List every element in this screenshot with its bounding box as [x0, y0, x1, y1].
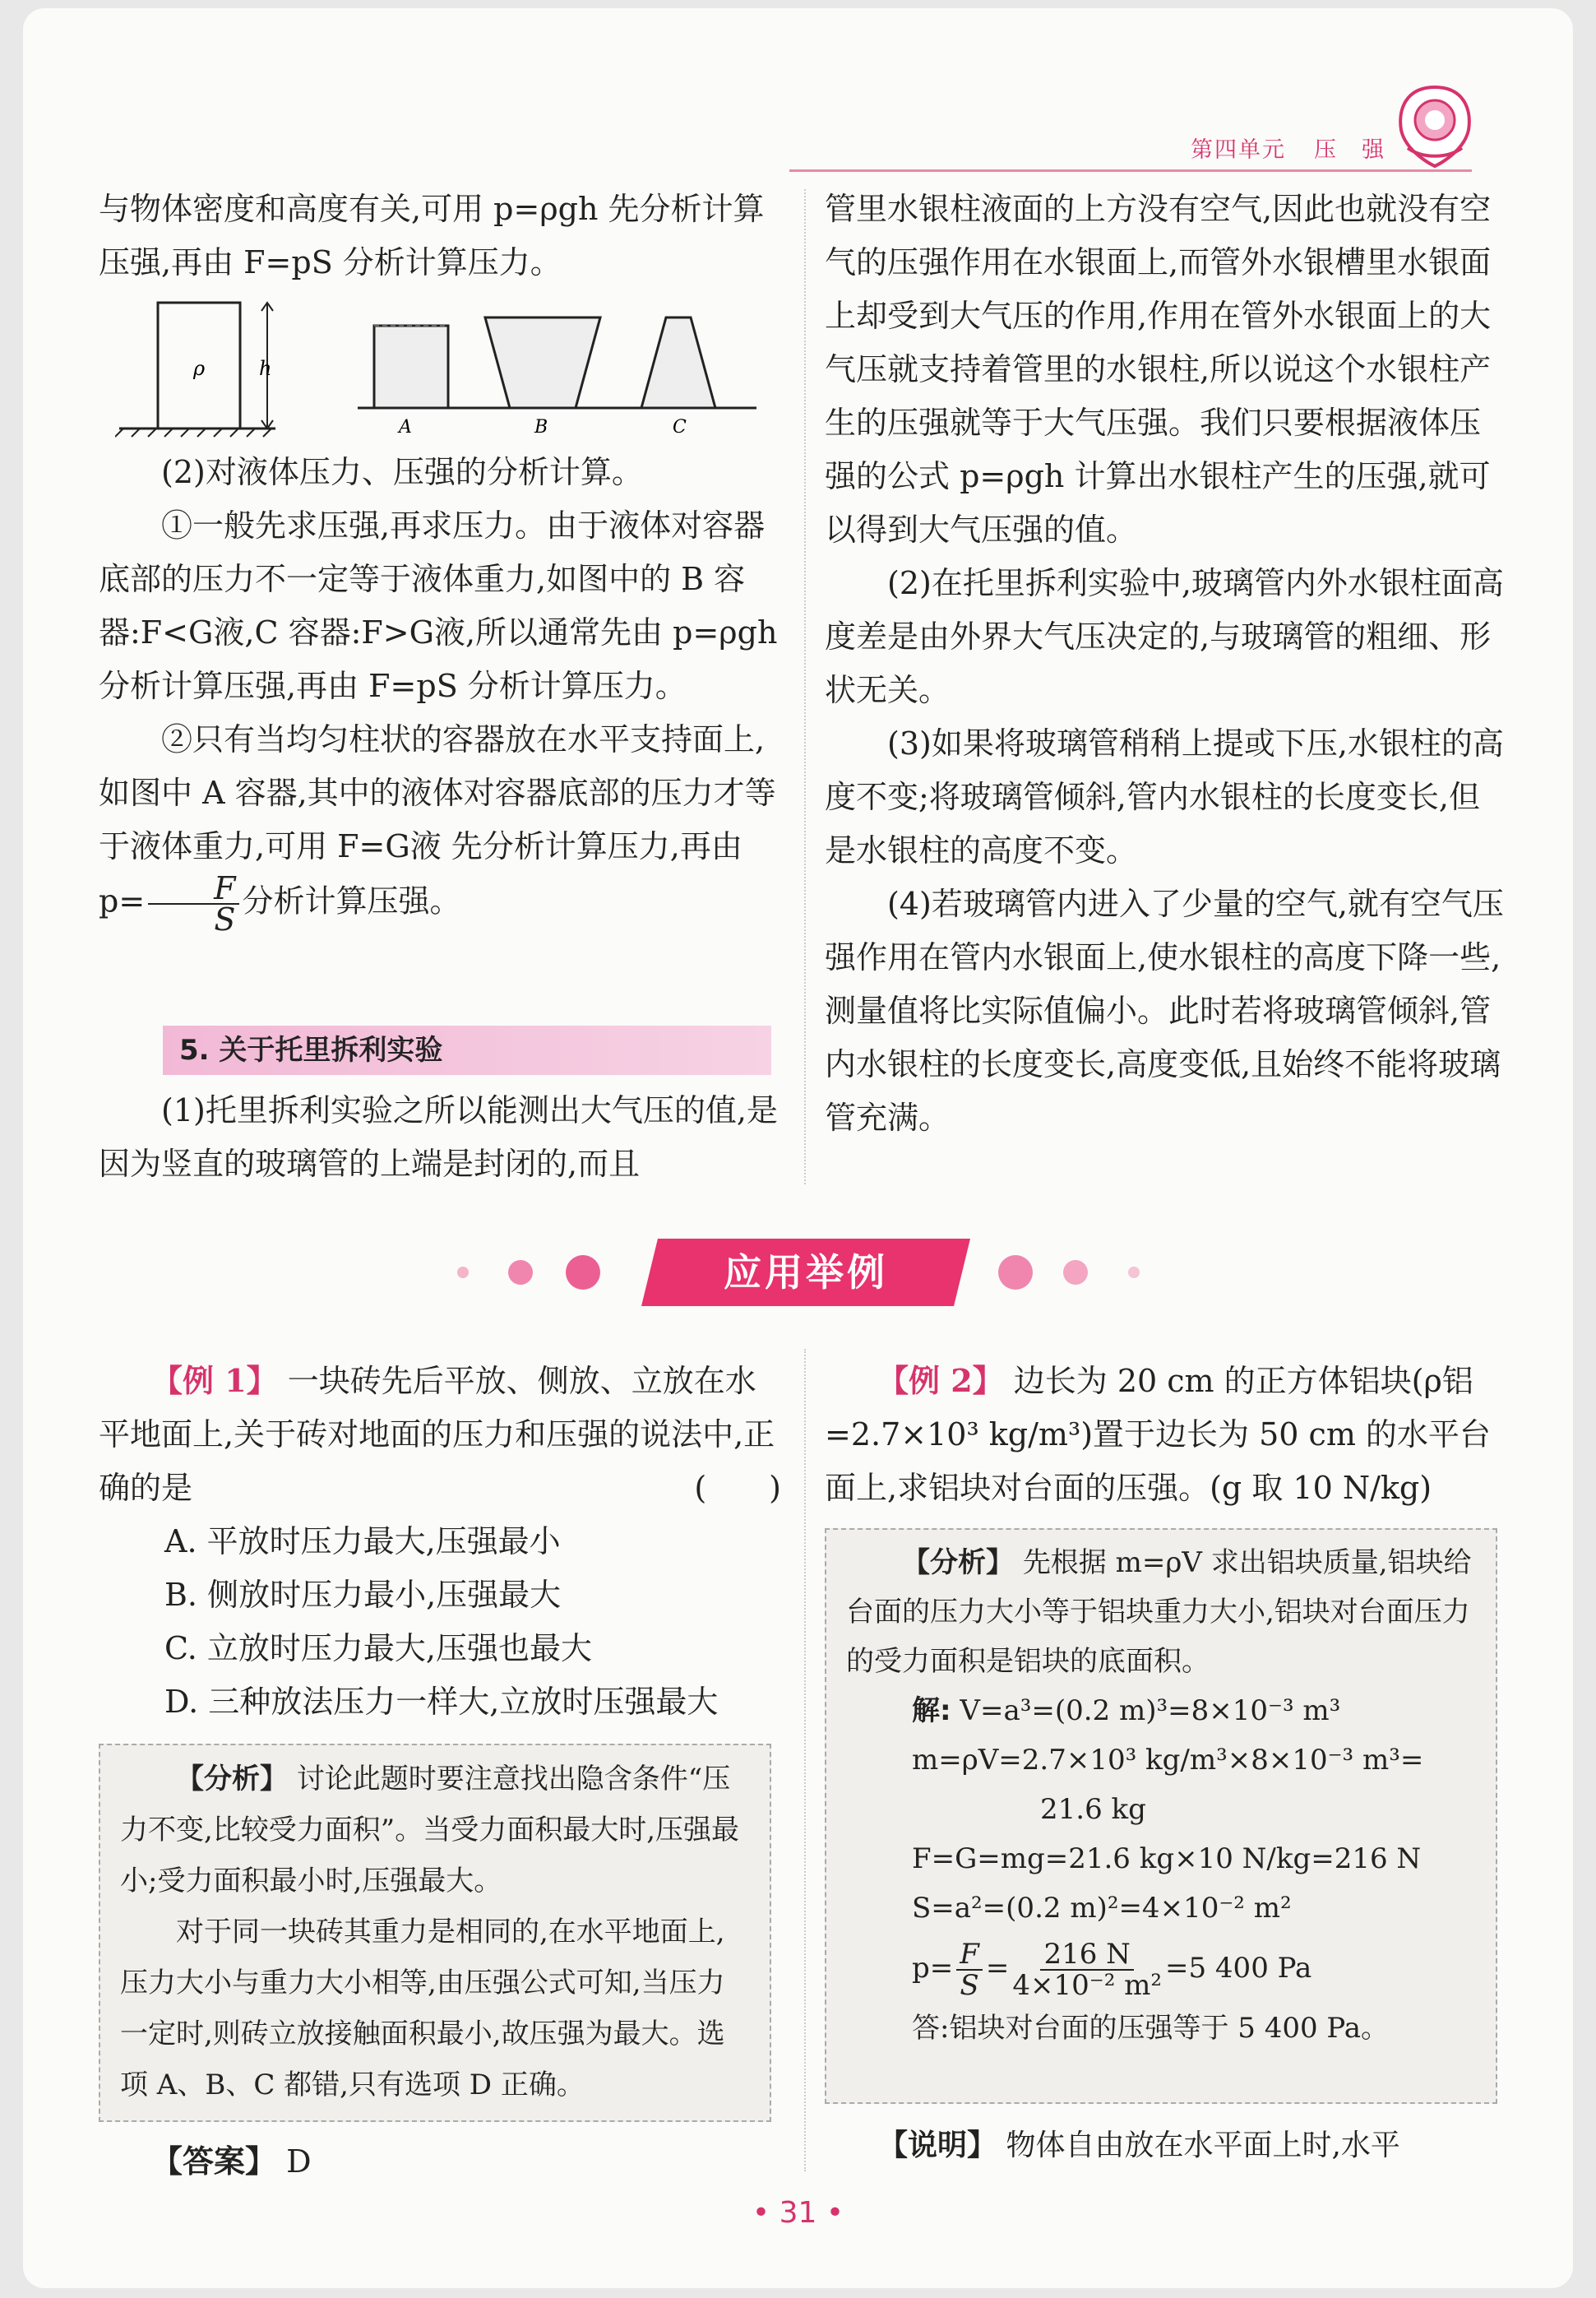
header-rule [789, 169, 1472, 172]
banner-dot [566, 1255, 600, 1290]
example-2 [825, 1354, 1507, 1515]
solution-line-6 [846, 1933, 1476, 2004]
example-1 [99, 1354, 781, 1729]
left-paragraph-5: (1)托里拆利实验之所以能测出大气压的值,是因为竖直的玻璃管的上端是封闭的,而且 [99, 1092, 778, 1182]
option-a: A. 平放时压力最大,压强最小 [164, 1523, 561, 1559]
answer-value: D [286, 2143, 312, 2180]
example-1-question [99, 1354, 781, 1515]
analysis-1-body: 讨论此题时要注意找出隐含条件“压力不变,比较受力面积”。当受力面积最大时,压强最小;受力面积最小时,压强最大。 [120, 1763, 739, 1897]
frac-numerator: F [148, 873, 238, 905]
solution-line-3: 21.6 kg [1040, 1793, 1146, 1826]
solution-label: 解: [912, 1694, 951, 1727]
rho-label: ρ [193, 357, 206, 380]
unit-label: 第四单元 [1191, 137, 1286, 163]
left-column-3 [99, 1084, 781, 1191]
fraction-F-over-S [148, 870, 238, 938]
frac-numerator-2: F [956, 1939, 983, 1971]
column-divider-2 [804, 1349, 806, 2171]
section-banner [641, 1239, 970, 1306]
option-d: D. 三种放法压力一样大,立放时压强最大 [164, 1684, 719, 1720]
banner-dot [998, 1255, 1033, 1290]
page-number: • 31 • [752, 2196, 844, 2230]
solution-conclusion: 答:铝块对台面的压强等于 5 400 Pa。 [912, 2012, 1390, 2045]
example-1-analysis-box [99, 1744, 771, 2122]
p4-text-b: 分析计算压强。 [242, 883, 461, 920]
equals-sign: = [985, 1952, 1010, 1985]
note-label: 【说明】 [878, 2129, 997, 2162]
right-paragraph-3: (3)如果将玻璃管稍稍上提或下压,水银柱的高度不变;将玻璃管倾斜,管内水银柱的长度变长,但是水银柱的高度不变。 [825, 725, 1504, 869]
note-text: 物体自由放在水平面上时,水平 [1006, 2129, 1400, 2162]
frac-denominator-2: S [960, 1969, 979, 2002]
left-column-2 [99, 446, 781, 938]
option-b: B. 侧放时压力最小,压强最大 [164, 1577, 562, 1613]
analysis-label-2: 【分析】 [902, 1546, 1014, 1579]
banner-dot [457, 1267, 469, 1278]
right-column [825, 183, 1507, 1145]
left-paragraph-3: ①一般先求压强,再求压力。由于液体对容器底部的压力不一定等于液体重力,如图中的 B 容器:F<G液,C 容器:F>G液,所以通常先由 p=ρgh 分析计算压强,再由 F=pS 分析计算压力。 [99, 507, 778, 704]
right-paragraph-4: (4)若玻璃管内进入了少量的空气,就有空气压强作用在管内水银面上,使水银柱的高度下降一些,测量值将比实际值偏小。此时若将玻璃管倾斜,管内水银柱的长度变长,高度变低,且始终不能将玻璃管充满。 [825, 886, 1504, 1136]
page-header [1191, 132, 1413, 164]
left-column [99, 183, 781, 290]
fraction-F-over-S-2 [956, 1939, 983, 2000]
pressure-result: =5 400 Pa [1165, 1952, 1312, 1985]
frac-denominator-3: 4×10⁻² m² [1012, 1969, 1162, 2002]
example-2-analysis [846, 1538, 1476, 1686]
example-1-label: 【例 1】 [151, 1362, 278, 1399]
banner-title: 应用举例 [724, 1250, 888, 1295]
school-badge-icon [1390, 81, 1480, 171]
answer-blank: ( ) [694, 1470, 781, 1506]
example-2-solution-box [825, 1528, 1497, 2104]
example-1-answer [151, 2135, 727, 2189]
banner-dot [1063, 1260, 1088, 1285]
left-paragraph-1: 与物体密度和高度有关,可用 p=ρgh 先分析计算压强,再由 F=pS 分析计算压力。 [99, 191, 765, 280]
right-paragraph-2: (2)在托里拆利实验中,玻璃管内外水银柱面高度差是由外界大气压决定的,与玻璃管的粗细、形状无关。 [825, 565, 1504, 708]
option-c: C. 立放时压力最大,压强也最大 [164, 1630, 592, 1666]
h-label: h [259, 357, 272, 380]
p4-text-a: ②只有当均匀柱状的容器放在水平支持面上,如图中 A 容器,其中的液体对容器底部的压力才等于液体重力,可用 F=G液 先分析计算压力,再由 p= [99, 721, 776, 920]
solution-line-1 [846, 1686, 1476, 1735]
example-2-question-text: 边长为 20 cm 的正方体铝块(ρ铝=2.7×10³ kg/m³)置于边长为 50 cm 的水平台面上,求铝块对台面的压强。(g 取 10 N/kg) [825, 1363, 1491, 1506]
fraction-216-over-area [1012, 1939, 1162, 2000]
analysis-2-text: 对于同一块砖其重力是相同的,在水平地面上,压力大小与重力大小相等,由压强公式可知,当压力一定时,则砖立放接触面积最小,故压强为最大。选项 A、B、C 都错,只有选项 D 正确。 [120, 1916, 725, 2101]
answer-label: 【答案】 [151, 2143, 277, 2180]
left-paragraph-2: (2)对液体压力、压强的分析计算。 [161, 454, 643, 490]
solution-line-1-text: V=a³=(0.2 m)³=8×10⁻³ m³ [960, 1694, 1341, 1727]
banner-dot [1128, 1267, 1140, 1278]
frac-numerator-3: 216 N [1040, 1939, 1133, 1971]
label-A: A [399, 417, 412, 438]
label-B: B [534, 417, 548, 438]
example-2-question [825, 1354, 1507, 1515]
left-paragraph-4 [99, 713, 781, 938]
solution-line-4: F=G=mg=21.6 kg×10 N/kg=216 N [912, 1842, 1422, 1875]
container-figure [115, 293, 765, 441]
example-2-analysis-body: 先根据 m=ρV 求出铝块质量,铝块给台面的压力大小等于铝块重力大小,铝块对台面压力的受力面积是铝块的底面积。 [846, 1546, 1472, 1678]
frac-denominator: S [214, 901, 236, 938]
analysis-1-text [120, 1754, 750, 1907]
p-equals: p= [912, 1952, 954, 1985]
example-2-note [878, 2119, 1511, 2172]
column-divider [804, 189, 806, 1184]
example-2-label: 【例 2】 [877, 1362, 1004, 1399]
label-C: C [673, 417, 687, 438]
solution-line-5: S=a²=(0.2 m)²=4×10⁻² m² [912, 1892, 1292, 1925]
solution-line-2: m=ρV=2.7×10³ kg/m³×8×10⁻³ m³= [912, 1744, 1424, 1777]
topic-label: 压 强 [1314, 137, 1386, 163]
section-5-title: 5. 关于托里拆利实验 [163, 1026, 771, 1075]
right-paragraph-1: 管里水银柱液面的上方没有空气,因此也就没有空气的压强作用在水银面上,而管外水银槽里水银面上却受到大气压的作用,作用在管外水银面上的大气压就支持着管里的水银柱,所以说这个水银柱产生的压强就等于大气压强。我们只要根据液体压强的公式 p=ρgh 计算出水银柱产生的压强,就可以得到大气压强的值。 [825, 191, 1492, 548]
analysis-label: 【分析】 [176, 1763, 288, 1795]
banner-dot [508, 1260, 533, 1285]
example-1-question-text: 一块砖先后平放、侧放、立放在水平地面上,关于砖对地面的压力和压强的说法中,正确的是 [99, 1363, 775, 1506]
